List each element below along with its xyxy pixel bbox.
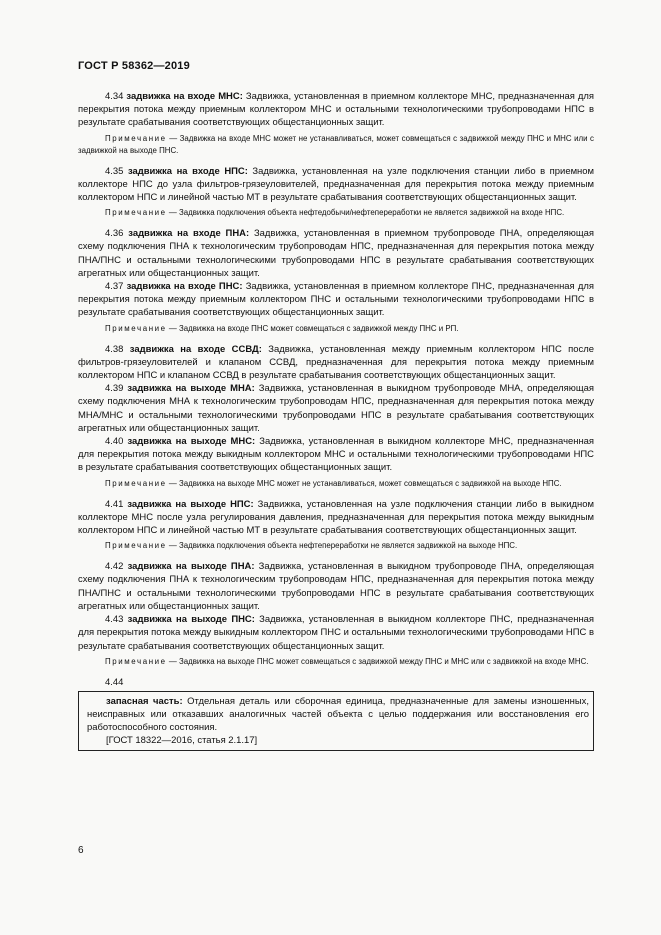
- note-label: Примечание: [105, 478, 167, 488]
- entry-text: Задвижка, установленная в приемном коллекторе МНС, предназначенная для перекрытия потока между приемным коллектором МНС и остальными технологическими трубопроводами НПС в результате срабатывания соответствующих общестанционных защит.: [78, 91, 594, 129]
- term-entry: [78, 382, 594, 435]
- entry-term: задвижка на входе МНС:: [126, 91, 243, 102]
- entry-number: 4.44: [105, 676, 124, 688]
- entry-term: задвижка на выходе ПНС:: [127, 614, 255, 626]
- note-text: — Задвижка на входе ПНС может совмещаться с задвижкой между ПНС и РП.: [166, 323, 459, 333]
- entry-term: запасная часть:: [106, 695, 183, 707]
- term-entry: [78, 560, 594, 613]
- term-entry: [78, 280, 594, 320]
- entry-number: 4.37: [105, 281, 124, 293]
- entry-definition: [87, 695, 589, 735]
- entry-term: задвижка на выходе МНС:: [127, 436, 256, 448]
- term-entry: [78, 90, 594, 130]
- entry-note: [78, 207, 594, 219]
- note-label: Примечание: [105, 323, 167, 333]
- page-number: 6: [78, 845, 84, 856]
- entry-term: задвижка на выходе НПС:: [127, 498, 254, 510]
- entry-note: [78, 133, 594, 157]
- term-entry: [78, 435, 594, 475]
- term-entries: [78, 90, 594, 668]
- term-entry: [78, 165, 594, 205]
- term-entry: [78, 498, 594, 538]
- note-label: Примечание: [105, 656, 167, 666]
- boxed-definition: [78, 691, 594, 752]
- entry-text: Задвижка, установленная на узле подключения станции либо в приемном коллекторе НПС до узла фильтров-грязеуловителей, предназначенная для перекрытия потока между приемным коллектором НПС и линейной частью МТ в результате срабатывания соответствующих общестанционных защит.: [78, 165, 595, 204]
- entry-number: 4.39: [105, 383, 124, 395]
- entry-note: [78, 323, 594, 335]
- note-text: — Задвижка на выходе ПНС может совмещаться с задвижкой между ПНС и МНС или с задвижкой на входе МНС.: [166, 656, 589, 666]
- entry-text: Задвижка, установленная в выкидном коллекторе МНС, предназначенная для перекрытия потока между выкидным коллектором МНС и остальными технологическими трубопроводами НПС в результате срабатывания соответствующих общестанционных защит.: [78, 436, 595, 474]
- entry-number: 4.34: [105, 91, 124, 102]
- entry-text: Задвижка, установленная в приемном коллекторе ПНС, предназначенная для перекрытия потока между приемным коллектором ПНС и остальными технологическими трубопроводами НПС в результате срабатывания соответствующих общестанционных защит.: [78, 281, 594, 319]
- entry-number: 4.43: [105, 614, 124, 626]
- entry-term: задвижка на входе НПС:: [127, 165, 248, 177]
- note-text: — Задвижка на выходе МНС может не устанавливаться, может совмещаться с задвижкой на выходе НПС.: [166, 478, 562, 488]
- entry-term: задвижка на входе ПНА:: [128, 228, 250, 240]
- note-label: Примечание: [105, 133, 167, 143]
- page-header: ГОСТ Р 58362—2019: [78, 60, 190, 72]
- entry-number: 4.35: [105, 165, 124, 177]
- document-body: [78, 90, 594, 751]
- entry-text: Задвижка, установленная в выкидном трубопроводе МНА, определяющая схему подключения МНА к технологическим трубопроводам НПС, предназначенная для перекрытия потока между МНА/МНС и остальными технологическими трубопроводами НПС в результате срабатывания соответствующих агрегатных или общестанционных защит.: [78, 383, 594, 434]
- entry-term: задвижка на выходе ПНА:: [127, 561, 255, 573]
- entry-note: [78, 656, 594, 668]
- entry-text: Задвижка, установленная на узле подключения станции либо в выкидном коллекторе МНС после узла регулирования давления, предназначенная для перекрытия потока между выкидным коллектором НПС и линейной частью МТ в результате срабатывания соответствующих общестанционных защит.: [78, 498, 594, 537]
- note-text: — Задвижка подключения объекта нефтедобычи/нефтепереработки не является задвижкой на входе НПС.: [166, 208, 565, 218]
- source-reference: [ГОСТ 18322—2016, статья 2.1.17]: [106, 735, 258, 747]
- entry-text: Задвижка, установленная в приемном трубопроводе ПНА, определяющая схему подключения ПНА к технологическим трубопроводам НПС, предназначенная для перекрытия потока между ПНА/ПНС и остальными технологическими трубопроводами НПС в результате срабатывания соответствующих агрегатных или общестанционных защит.: [78, 228, 594, 279]
- entry-text: Задвижка, установленная в выкидном коллекторе ПНС, предназначенная для перекрытия потока между выкидным коллектором ПНС и остальными технологическими трубопроводами НПС в результате срабатывания соответствующих общестанционных защит.: [78, 614, 595, 652]
- entry-note: [78, 540, 594, 552]
- entry-number: 4.36: [105, 228, 124, 240]
- term-entry: [78, 227, 594, 280]
- entry-note: [78, 478, 594, 490]
- entry-number: 4.41: [105, 498, 124, 510]
- entry-number: 4.38: [105, 343, 124, 355]
- note-text: — Задвижка на входе МНС может не устанавливаться, может совмещаться с задвижкой между ПНС и МНС или с задвижкой на выходе ПНС.: [78, 133, 594, 155]
- term-entry: [78, 613, 594, 653]
- entry-number: 4.40: [105, 436, 124, 448]
- entry-text: Отдельная деталь или сборочная единица, предназначенные для замены изношенных, неисправных или отказавших аналогичных частей объекта с целью поддержания или восстановления его работоспособного состояния.: [87, 695, 589, 734]
- note-text: — Задвижка подключения объекта нефтепереработки не является задвижкой на выходе НПС.: [166, 541, 518, 551]
- entry-text: Задвижка, установленная между приемным коллектором НПС после фильтров-грязеуловителей и клапаном ССВД, предназначенная для перекрытия потока между приемным коллектором НПС и клапаном ССВД в результате срабатывания соответствующих общестанционных защит.: [78, 343, 594, 382]
- entry-term: задвижка на входе ССВД:: [129, 343, 262, 355]
- note-label: Примечание: [105, 541, 167, 551]
- entry-term: задвижка на выходе МНА:: [127, 383, 255, 395]
- term-entry: [78, 343, 594, 383]
- entry-text: Задвижка, установленная в выкидном трубопроводе ПНА, определяющая схему подключения ПНА к технологическим трубопроводам НПС, предназначенная для перекрытия потока между ПНА/ПНС и остальными технологическими трубопроводами НПС в результате срабатывания соответствующих агрегатных или общестанционных защит.: [78, 561, 595, 612]
- entry-term: задвижка на входе ПНС:: [126, 281, 243, 293]
- note-label: Примечание: [105, 208, 167, 218]
- entry-number: 4.42: [105, 561, 124, 573]
